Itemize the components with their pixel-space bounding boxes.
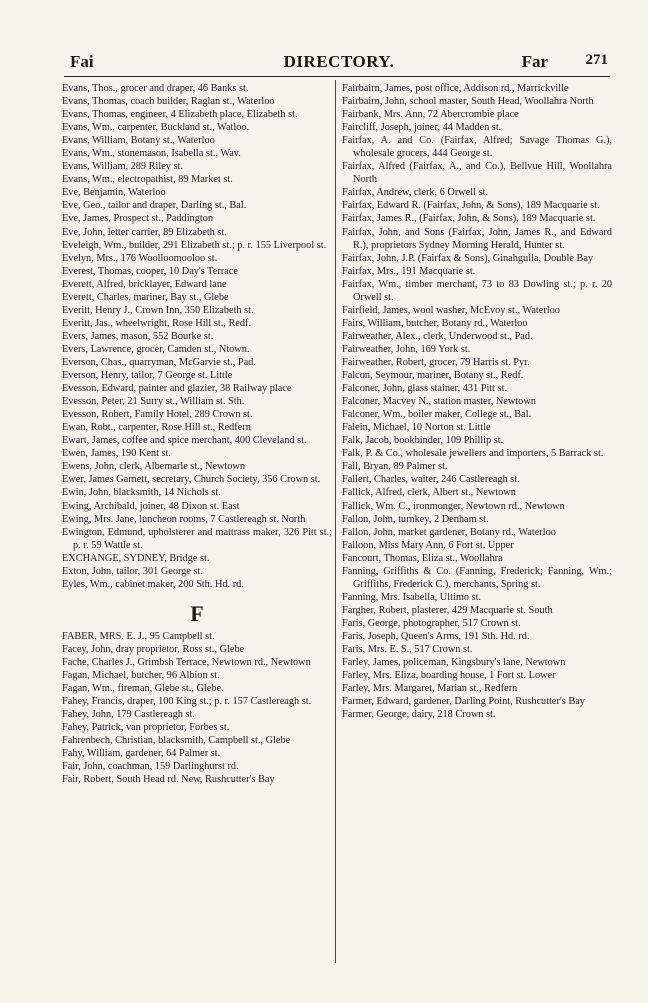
directory-entry: Ewan, Robt., carpenter, Rose Hill st., Redfern [62, 422, 251, 434]
directory-entry: Fache, Charles J., Grimbsh Terrace, Newtown rd., Newtown [62, 656, 311, 668]
directory-entry: Evans, Wm., electropathist, 89 Market st. [62, 174, 233, 186]
directory-entry: Fahey, John, 179 Castlereagh st. [62, 709, 195, 721]
directory-entry: Fair, John, coachman, 159 Darlinghurst rd. [62, 761, 239, 773]
directory-entry: Faris, George, photographer, 517 Crown st. [342, 617, 521, 629]
directory-entry: Fanning, Mrs. Isabella, Ultimo st. [342, 591, 481, 603]
column-divider [335, 80, 336, 963]
directory-entry: Falk, P. & Co., wholesale jewellers and importers, 5 Barrack st. [342, 448, 604, 460]
directory-entry: Falloon, Miss Mary Ann, 6 Fort st. Upper [342, 539, 514, 551]
page-number: 271 [585, 52, 608, 68]
directory-entry: Fallick, Wm. C., ironmonger, Newtown rd., Newtown [342, 500, 565, 512]
directory-entry: Farley, Mrs. Eliza, boarding house, 1 Fort st. Lower [342, 670, 556, 682]
directory-entry: Fairbairn, John, school master, South Head, Woollahra North [342, 96, 594, 108]
directory-entry: Faircliff, Joseph, joiner, 44 Madden st. [342, 122, 502, 134]
header-title: DIRECTORY. [283, 52, 395, 71]
directory-entry: Fallon, John, turnkey, 2 Denham st. [342, 513, 489, 525]
directory-entry: Facey, John, dray proprietor, Ross st., Glebe [62, 643, 245, 655]
directory-entry: Ewington, Edmund, upholsterer and mattrass maker, 326 Pitt st.; p. r. 59 Wattle st. [62, 526, 332, 551]
directory-entry: Fair, Robert, South Head rd. New, Rushcutter's Bay [62, 774, 275, 786]
directory-entry: Evers, Lawrence, grocer, Camden st., Ntown. [62, 343, 250, 355]
directory-entry: Eve, James, Prospect st., Paddington [62, 213, 214, 225]
directory-entry: Evelyn, Mrs., 176 Woolloomooloo st. [62, 252, 218, 264]
page-header [70, 52, 608, 76]
directory-entry: Fairweather, Alex., clerk, Underwood st., Pad. [342, 330, 533, 342]
directory-entry: Fahy, William, gardener, 64 Palmer st. [62, 748, 221, 760]
directory-entry: Falconer, Macvey N., station master, Newtown [342, 396, 536, 408]
directory-entry: Evans, William, 289 Riley st. [62, 161, 183, 173]
directory-entry: Eyles, Wm., cabinet maker, 200 Sth. Hd. rd. [62, 578, 244, 590]
directory-entry: Eve, Geo., tailor and draper, Darling st., Bal. [62, 200, 247, 212]
directory-entry: Ewing, Archibald, joiner, 48 Dixon st. East [62, 500, 240, 512]
directory-entry: Faris, Mrs. E. S., 517 Crown st. [342, 644, 473, 656]
directory-entry: Ewart, James, coffee and spice merchant, 400 Cleveland st. [62, 435, 307, 447]
directory-entry: Eve, John, letter carrier, 89 Elizabeth st. [62, 226, 227, 238]
directory-entry: Fairfax, Mrs., 191 Macquarie st. [342, 265, 476, 277]
directory-entry: Ewer, James Garnett, secretary, Church Society, 356 Crown st. [62, 474, 321, 486]
directory-entry: Falein, Michael, 10 Norton st. Little [342, 422, 491, 434]
directory-entry: Evans, Thomas, coach builder, Raglan st., Waterloo [62, 96, 275, 108]
directory-entry: Everest, Thomas, cooper, 10 Day's Terrace [62, 265, 238, 277]
directory-entry: Fairfax, John, J.P. (Fairfax & Sons), Ginahgulla, Double Bay [342, 252, 594, 264]
directory-entry: Fairbairn, James, post office, Addison rd., Marrickville [342, 83, 569, 94]
header-right-guide-word: Far [521, 52, 548, 71]
directory-entry: Fanning, Griffiths & Co. (Fanning, Frederick; Fanning, Wm.; Griffiths, Frederick C.), merchants, Spring st. [342, 565, 612, 590]
directory-entry: Eve, Benjamin, Waterloo [62, 187, 166, 199]
directory-entry: Falconer, John, glass stainer, 431 Pitt st. [342, 383, 508, 395]
directory-entry: Fallick, Alfred, clerk, Albert st., Newtown [342, 487, 516, 499]
directory-entry: Fahey, Francis, draper, 100 King st.; p. r. 157 Castlereagh st. [62, 696, 312, 708]
directory-entry: Fagan, Wm., fireman, Glebe st., Glebe. [62, 683, 224, 695]
directory-entry: Everett, Alfred, bricklayer, Edward lane [62, 278, 227, 290]
directory-entry: Fairfax, Wm., timber merchant, 73 to 83 Dowling st.; p. r. 20 Orwell st. [342, 278, 612, 303]
directory-entry: Farley, James, policeman, Kingsbury's lane, Newtown [342, 657, 566, 669]
directory-entry: Ewen, James, 190 Kent st. [62, 448, 171, 460]
directory-entry: Everson, Chas., quarryman, McGarvie st., Pad. [62, 356, 256, 368]
directory-entry: Fahrenbech, Christian, blacksmith, Campbell st., Glebe [62, 735, 291, 747]
directory-entry: Evesson, Edward, painter and glazier, 38 Railway place [62, 383, 292, 395]
directory-entry: Farmer, Edward, gardener, Darling Point, Rushcutter's Bay [342, 696, 585, 708]
directory-entry: Fagan, Michael, butcher, 96 Albion st. [62, 670, 220, 682]
directory-entry: Fairfax, A. and Co. (Fairfax, Alfred; Savage Thomas G.), wholesale grocers, 444 George st. [342, 135, 612, 160]
directory-entry: Fairfax, Edward R. (Fairfax, John, & Sons), 189 Macquarie st. [342, 200, 600, 212]
directory-entry: Fairfax, Alfred (Fairfax, A., and Co.), Bellvue Hill, Woollahra North [342, 161, 612, 186]
directory-entry: Fairbank, Mrs. Ann, 72 Abercrombie place [342, 109, 519, 121]
directory-entry: Fall, Bryan, 89 Palmer st. [342, 461, 448, 473]
directory-entry: FABER, MRS. E. J., 95 Campbell st. [62, 630, 215, 642]
directory-entry: Falcon, Seymour, mariner, Botany st., Redf. [342, 370, 524, 382]
directory-entry: Falk, Jacob, bookbinder, 109 Phillip st. [342, 435, 504, 447]
directory-entry: Farley, Mrs. Margaret, Marian st., Redfern [342, 683, 518, 695]
directory-entry: Ewens, John, clerk, Albemarle st., Newtown [62, 461, 246, 473]
directory-entry: Everett, Charles, mariner, Bay st., Glebe [62, 291, 229, 303]
directory-entry: Fallon, John, market gardener, Botany rd., Waterloo [342, 526, 556, 538]
directory-entry: Fairfield, James, wool washer, McEvoy st., Waterloo [342, 304, 560, 316]
left-column [62, 82, 332, 786]
directory-entry: Fairfax, James R., (Fairfax, John, & Sons), 189 Macquarie st. [342, 213, 596, 225]
directory-entry: Eveleigh, Wm., builder, 291 Elizabeth st.; p. r. 155 Liverpool st. [62, 239, 327, 251]
directory-entry: Evers, James, mason, 552 Bourke st. [62, 330, 214, 342]
left-entries-f [62, 630, 332, 787]
directory-entry: Fallert, Charles, waiter, 246 Castlereagh st. [342, 474, 520, 486]
directory-entry: Exton, John, tailor, 301 George st. [62, 565, 203, 577]
directory-entry: Fairweather, John, 169 York st. [342, 343, 471, 355]
directory-entry: Farmer, George, dairy, 218 Crown st. [342, 709, 496, 721]
directory-entry: Everitt, Henry J., Crown Inn, 350 Elizabeth st. [62, 304, 254, 316]
right-column [342, 82, 612, 721]
directory-entry: Evans, Thomas, engineer, 4 Elizabeth place, Elizabeth st. [62, 109, 298, 121]
header-left-guide-word: Fai [70, 52, 94, 71]
directory-entry: Fargher, Robert, plasterer, 429 Macquarie st. South [342, 604, 553, 616]
directory-entry: Falconer, Wm., boiler maker, College st., Bal. [342, 409, 532, 421]
directory-entry: Evans, Wm., stonemason, Isabella st., Wav. [62, 148, 241, 160]
directory-entry: Fahey, Patrick, van proprietor, Forbes st. [62, 722, 230, 734]
directory-entry: Fancourt, Thomas, Eliza st., Woollahra [342, 552, 503, 564]
directory-entry: Everitt, Jas., wheelwright, Rose Hill st., Redf. [62, 317, 252, 329]
directory-entry: Evans, Wm., carpenter, Buckland st., Watloo. [62, 122, 250, 134]
directory-entry: Ewing, Mrs. Jane, luncheon rooms, 7 Castlereagh st. North [62, 513, 306, 525]
directory-entry: Fairs, William, butcher, Botany rd., Waterloo [342, 317, 528, 329]
directory-entry: Ewin, John, blacksmith, 14 Nichols st. [62, 487, 221, 499]
directory-entry: Fairfax, John, and Sons (Fairfax, John, James R., and Edward R.), proprietors Sydney Morning Herald, Hunter st. [342, 226, 612, 251]
directory-entry: Fairweather, Robert, grocer, 79 Harris st. Pyr. [342, 356, 530, 368]
left-entries-e [62, 82, 332, 591]
directory-entry: EXCHANGE, SYDNEY, Bridge st. [62, 552, 210, 564]
right-entries [342, 82, 612, 721]
directory-entry: Evesson, Peter, 21 Surry st., William st. Sth. [62, 396, 245, 408]
directory-entry: Evans, William, Botany st., Waterloo [62, 135, 215, 147]
directory-entry: Faris, Joseph, Queen's Arms, 191 Sth. Hd. rd. [342, 630, 530, 642]
directory-entry: Evans, Thos., grocer and draper, 46 Banks st. [62, 83, 249, 94]
directory-entry: Evesson, Robert, Family Hotel, 289 Crown st. [62, 409, 253, 421]
directory-entry: Fairfax, Andrew, clerk, 6 Orwell st. [342, 187, 489, 199]
directory-entry: Everson, Henry, tailor, 7 George st. Little [62, 370, 233, 382]
section-letter: F [190, 600, 204, 626]
header-rule [64, 76, 610, 77]
